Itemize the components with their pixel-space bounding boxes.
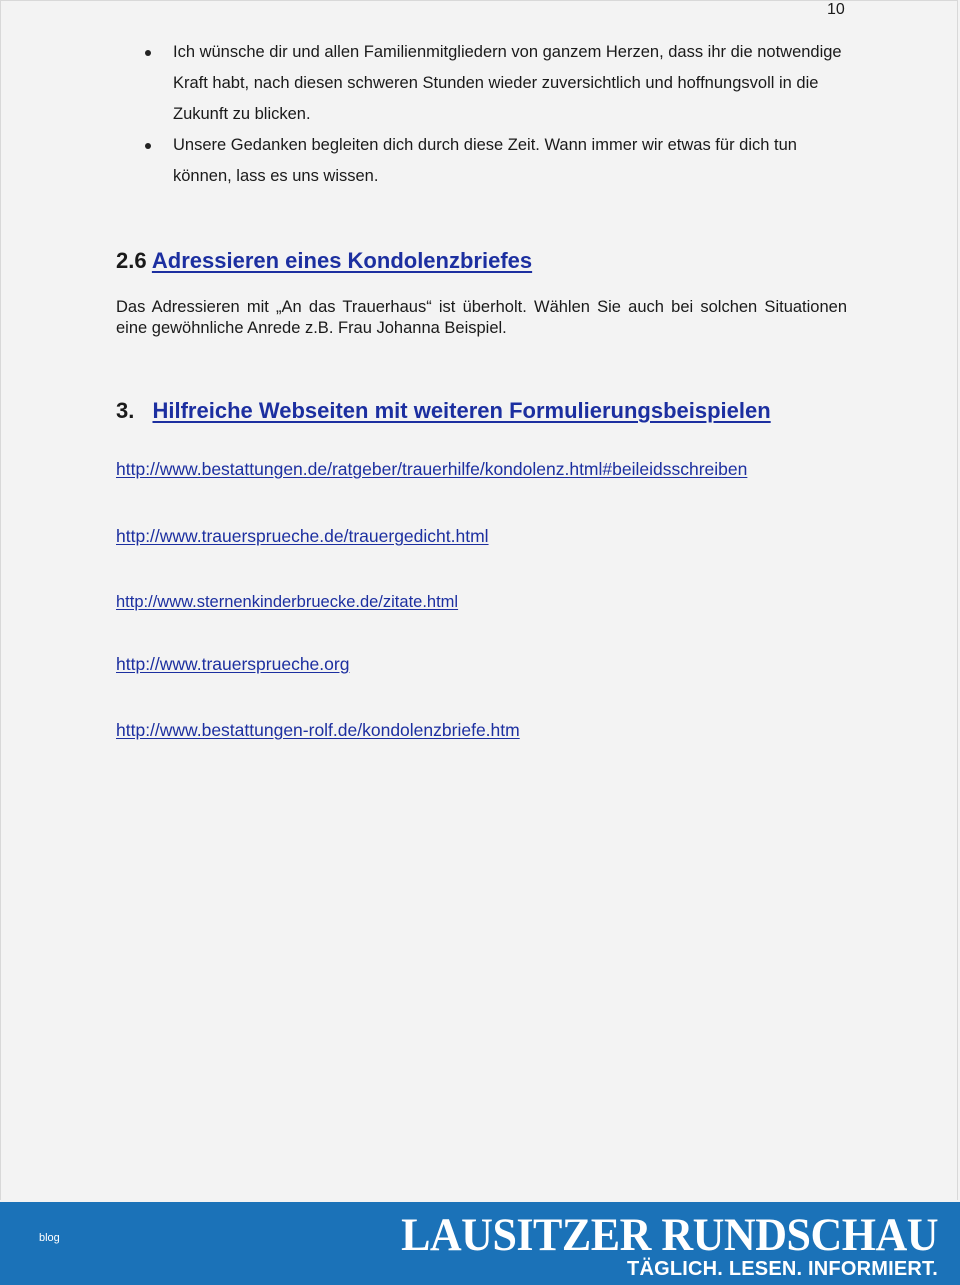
brand-tagline: TÄGLICH. LESEN. INFORMIERT. — [627, 1258, 938, 1280]
footer-banner — [0, 1202, 960, 1285]
section-heading-2-6 — [116, 248, 532, 274]
section-number: 2.6 — [116, 248, 147, 273]
website-link-bestattungen-rolf[interactable]: http://www.bestattungen-rolf.de/kondolenzbriefe.htm — [116, 720, 520, 740]
section-number: 3. — [116, 398, 135, 423]
section-heading-3 — [116, 398, 771, 424]
bullet-list — [116, 37, 851, 192]
bullet-text: Unsere Gedanken begleiten dich durch diese Zeit. Wann immer wir etwas für dich tun können, lass es uns wissen. — [173, 136, 797, 185]
blog-label: blog — [39, 1232, 60, 1244]
section-title[interactable]: Hilfreiche Webseiten mit weiteren Formulierungsbeispielen — [152, 398, 771, 423]
page-number: 10 — [827, 1, 845, 18]
brand-logo: LAUSITZER RUNDSCHAU — [401, 1208, 938, 1261]
section-title[interactable]: Adressieren eines Kondolenzbriefes — [151, 248, 533, 273]
website-link-sternenkinderbruecke[interactable]: http://www.sternenkinderbruecke.de/zitate.html — [116, 593, 459, 611]
bullet-text: Ich wünsche dir und allen Familienmitgliedern von ganzem Herzen, dass ihr die notwendige Kraft habt, nach diesen schweren Stunden wieder zuversichtlich und hoffnungsvoll in die Zukunft zu blicken. — [173, 43, 842, 123]
website-link-trauerspruche-gedicht[interactable]: http://www.trauersprueche.de/trauergedicht.html — [116, 526, 489, 546]
section-paragraph: Das Adressieren mit „An das Trauerhaus“ ist überholt. Wählen Sie auch bei solchen Situationen eine gewöhnliche Anrede z.B. Frau Johanna Beispiel. — [116, 298, 847, 337]
bullet-dot-icon — [145, 143, 151, 149]
bullet-dot-icon — [145, 50, 151, 56]
website-link-bestattungen[interactable]: http://www.bestattungen.de/ratgeber/trauerhilfe/kondolenz.html#beileidsschreiben — [116, 459, 748, 479]
bullet-item — [116, 37, 851, 130]
bullet-item — [116, 130, 851, 192]
website-link-trauerspruche-org[interactable]: http://www.trauersprueche.org — [116, 654, 350, 674]
